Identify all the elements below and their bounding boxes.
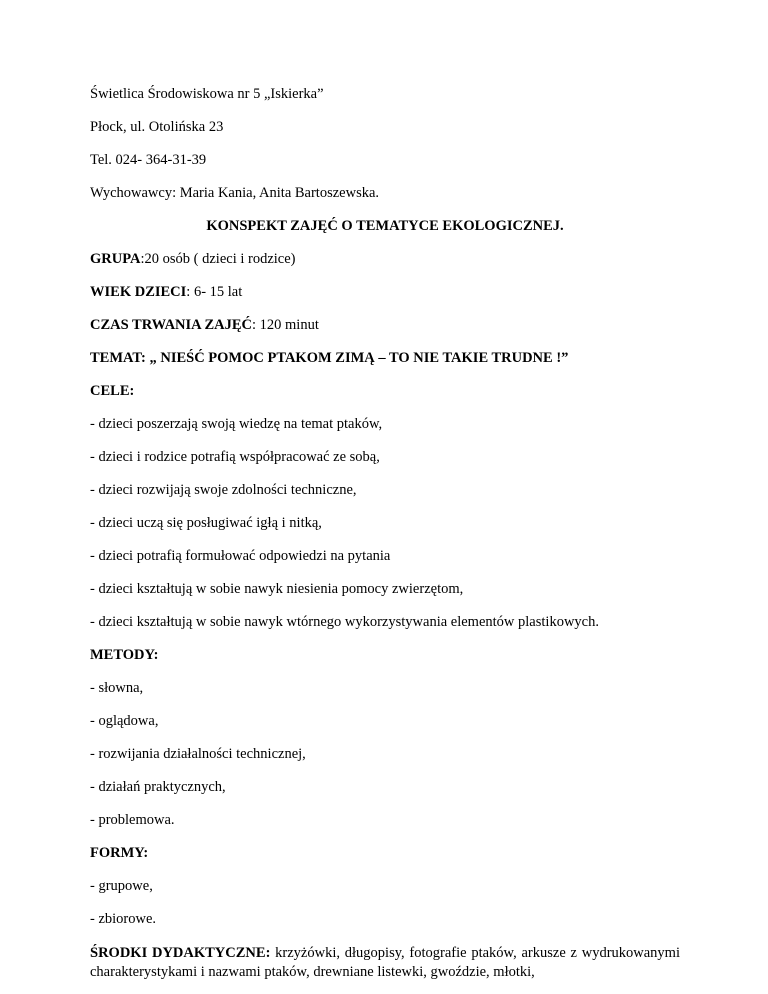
institution-address: Płock, ul. Otolińska 23 xyxy=(90,119,224,135)
goal-item: - dzieci kształtują w sobie nawyk wtórnego wykorzystywania elementów plastikowych. xyxy=(90,614,599,630)
goal-item: - dzieci kształtują w sobie nawyk niesienia pomocy zwierzętom, xyxy=(90,581,464,597)
goal-item: - dzieci i rodzice potrafią współpracować ze sobą, xyxy=(90,449,380,465)
document-page xyxy=(90,86,680,982)
topic-line: TEMAT: „ NIEŚĆ POMOC PTAKOM ZIMĄ – TO NIE TAKIE TRUDNE !” xyxy=(90,350,569,366)
duration-value: : 120 minut xyxy=(252,317,319,333)
group-label: GRUPA xyxy=(90,251,141,267)
didactic-means-label: ŚRODKI DYDAKTYCZNE: xyxy=(90,945,271,961)
forms-heading: FORMY: xyxy=(90,845,149,861)
duration-label: CZAS TRWANIA ZAJĘĆ xyxy=(90,317,252,333)
didactic-means-paragraph xyxy=(90,944,680,982)
institution-name: Świetlica Środowiskowa nr 5 „Iskierka” xyxy=(90,86,324,102)
method-item: - problemowa. xyxy=(90,812,175,828)
goal-item: - dzieci rozwijają swoje zdolności techniczne, xyxy=(90,482,357,498)
form-item: - grupowe, xyxy=(90,878,153,894)
age-value: : 6- 15 lat xyxy=(186,284,243,300)
methods-heading: METODY: xyxy=(90,647,159,663)
goal-item: - dzieci potrafią formułować odpowiedzi na pytania xyxy=(90,548,391,564)
document-title: KONSPEKT ZAJĘĆ O TEMATYCE EKOLOGICZNEJ. xyxy=(206,218,564,234)
institution-phone: Tel. 024- 364-31-39 xyxy=(90,152,207,168)
method-item: - oglądowa, xyxy=(90,713,159,729)
form-item: - zbiorowe. xyxy=(90,911,157,927)
method-item: - rozwijania działalności technicznej, xyxy=(90,746,306,762)
goal-item: - dzieci uczą się posługiwać igłą i nitką, xyxy=(90,515,322,531)
method-item: - działań praktycznych, xyxy=(90,779,226,795)
group-value: :20 osób ( dzieci i rodzice) xyxy=(140,251,296,267)
age-label: WIEK DZIECI xyxy=(90,284,187,300)
educators: Wychowawcy: Maria Kania, Anita Bartoszewska. xyxy=(90,185,380,201)
age-line xyxy=(90,284,680,301)
didactic-means-text: krzyżówki, długopisy, fotografie ptaków, arkusze z wydrukowanymi charakterystykami i nazwami ptaków, drewniane listewki, gwoździe, młotki, xyxy=(90,945,680,980)
goal-item: - dzieci poszerzają swoją wiedzę na temat ptaków, xyxy=(90,416,383,432)
group-line xyxy=(90,251,680,268)
method-item: - słowna, xyxy=(90,680,144,696)
duration-line xyxy=(90,317,680,334)
goals-heading: CELE: xyxy=(90,383,135,399)
